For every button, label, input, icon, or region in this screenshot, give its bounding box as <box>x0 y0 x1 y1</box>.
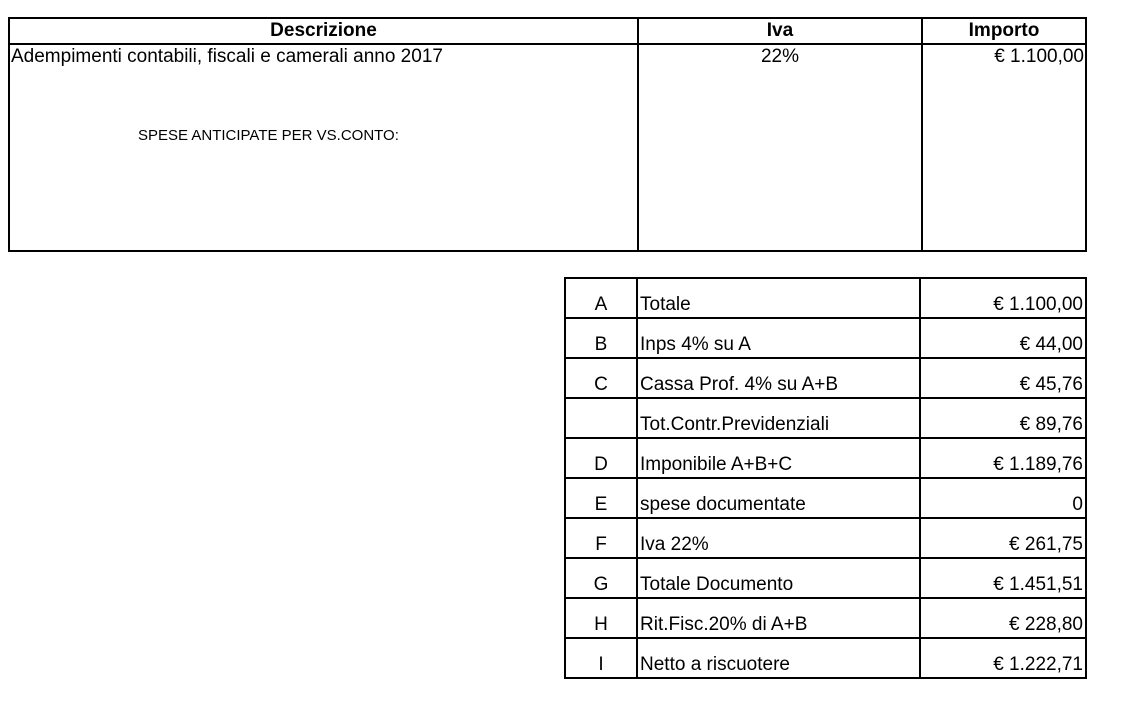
summary-letter: E <box>594 494 608 515</box>
header-descrizione: Descrizione <box>270 20 377 41</box>
summary-letter: D <box>594 454 608 475</box>
row-iva: 22% <box>760 46 800 67</box>
summary-row-c <box>566 357 1085 399</box>
summary-label: Cassa Prof. 4% su A+B <box>640 374 839 395</box>
summary-value: € 228,80 <box>1009 614 1083 635</box>
header-iva: Iva <box>766 20 794 41</box>
summary-letter: H <box>594 614 608 635</box>
summary-value: € 1.451,51 <box>993 574 1083 595</box>
summary-row-tot-contr <box>566 397 1085 439</box>
summary-label: Totale Documento <box>640 574 794 595</box>
summary-row-i <box>566 637 1085 679</box>
summary-label: Totale <box>640 294 691 315</box>
summary-row-d <box>566 437 1085 479</box>
summary-letter: G <box>593 574 609 595</box>
summary-value: € 44,00 <box>1019 334 1083 355</box>
summary-letter: A <box>594 294 608 315</box>
summary-label: spese documentate <box>640 494 806 515</box>
header-importo: Importo <box>968 20 1040 41</box>
summary-row-f <box>566 517 1085 559</box>
summary-letter: B <box>594 334 608 355</box>
row-importo: € 1.100,00 <box>994 46 1084 67</box>
summary-value: € 45,76 <box>1019 374 1083 395</box>
summary-label: Rit.Fisc.20% di A+B <box>640 614 808 635</box>
summary-letter: C <box>594 374 608 395</box>
summary-label: Netto a riscuotere <box>640 654 790 675</box>
description-table <box>8 17 1087 252</box>
summary-row-a <box>566 279 1085 319</box>
summary-row-b <box>566 317 1085 359</box>
summary-label: Imponibile A+B+C <box>640 454 793 475</box>
summary-row-h <box>566 597 1085 639</box>
summary-value: € 261,75 <box>1009 534 1083 555</box>
column-divider <box>921 19 923 250</box>
summary-value: € 1.222,71 <box>993 654 1083 675</box>
summary-label: Inps 4% su A <box>640 334 751 355</box>
summary-value: € 1.100,00 <box>993 294 1083 315</box>
spese-anticipate-label: SPESE ANTICIPATE PER VS.CONTO: <box>138 127 399 144</box>
summary-row-g <box>566 557 1085 599</box>
row-descrizione: Adempimenti contabili, fiscali e camerali anno 2017 <box>11 46 443 67</box>
summary-row-e <box>566 477 1085 519</box>
summary-value: € 89,76 <box>1019 414 1083 435</box>
summary-value: € 1.189,76 <box>993 454 1083 475</box>
summary-value: 0 <box>1072 494 1083 515</box>
summary-label: Tot.Contr.Previdenziali <box>640 414 830 435</box>
summary-label: Iva 22% <box>640 534 709 555</box>
summary-letter: F <box>595 534 607 555</box>
summary-table <box>564 277 1087 679</box>
summary-letter: I <box>598 654 604 675</box>
